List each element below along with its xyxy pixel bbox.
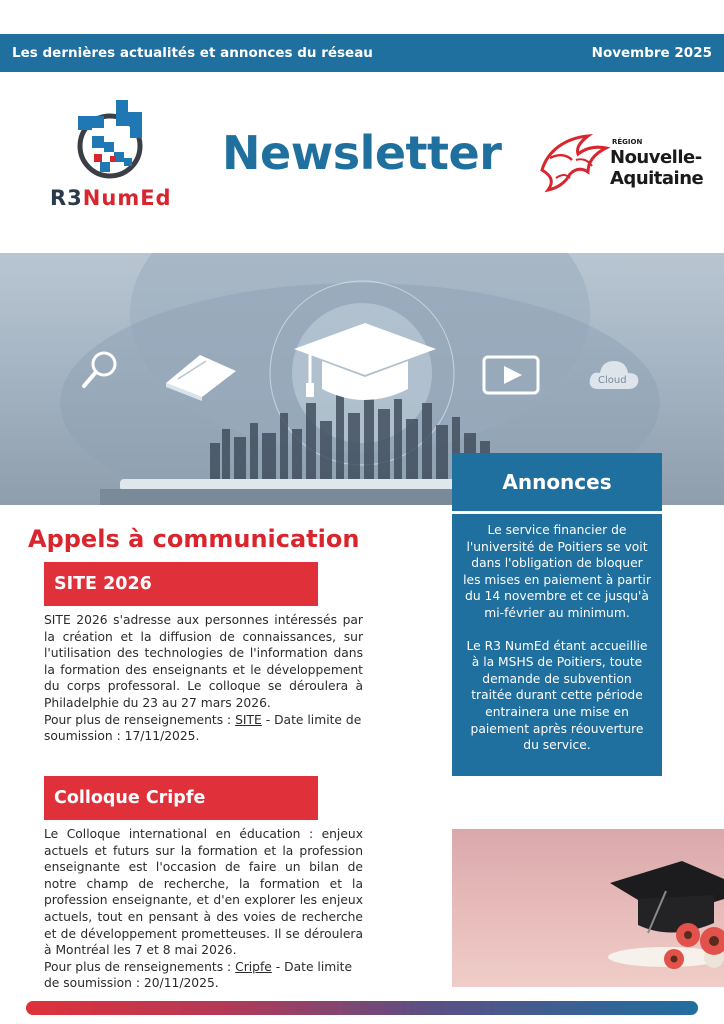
cloud-label: Cloud — [598, 375, 627, 386]
cripfe-body: Le Colloque international en éducation : enjeux actuels et futurs sur la formation et la profession enseignante est l'occasion de faire un bilan de notre champ de recherche, la formation et la profession enseignante, et d'en explorer les enjeux actuels, tout en pensant à des voies de recherche et de développement prometteuses. Il se déroulera à Montréal les 7 et 8 mai 2026. — [44, 827, 363, 958]
newsletter-title: Newsletter — [222, 126, 502, 180]
appels-title: Appels à communication — [28, 525, 360, 553]
site-link[interactable]: SITE — [235, 712, 262, 727]
cripfe-link[interactable]: Cripfe — [235, 959, 272, 974]
cloud-icon — [586, 353, 642, 393]
region-name-line1: Nouvelle- — [610, 147, 702, 168]
cripfe-more: Pour plus de renseignements : Cripfe - Date limite de soumission : 20/11/2025. — [44, 959, 353, 991]
site-2026-heading: SITE 2026 — [44, 562, 318, 606]
cripfe-text — [44, 826, 363, 992]
book-icon — [160, 349, 240, 401]
header-date: Novembre 2025 — [591, 45, 712, 61]
graduation-photo — [452, 829, 724, 987]
magnifier-icon — [78, 348, 122, 392]
region-name-line2: Aquitaine — [610, 168, 704, 189]
annonces-paragraph-2: Le R3 NumEd étant accueillie à la MSHS de Poitiers, toute demande de subvention traitée durant cette période entrainera une mise en paiement après réouverture du service. — [466, 638, 648, 753]
graduation-cap-icon — [290, 319, 440, 409]
site-2026-more: Pour plus de renseignements : SITE - Date limite de soumission : 17/11/2025. — [44, 712, 362, 744]
footer-gradient-bar — [26, 1001, 698, 1015]
cripfe-heading: Colloque Cripfe — [44, 776, 318, 820]
header-tagline: Les dernières actualités et annonces du réseau — [12, 45, 373, 61]
site-2026-body: SITE 2026 s'adresse aux personnes intéressés par la création et la diffusion de connaissances, sur l'utilisation des technologies de l'information dans la formation des enseignants et le développement du corps professoral. Le colloque se déroulera à Philadelphie du 23 au 27 mars 2026. — [44, 613, 363, 710]
r3numed-logo-text: R3NumEd — [50, 186, 172, 210]
play-icon — [482, 355, 540, 395]
site-2026-text — [44, 612, 363, 745]
region-label: RÉGION — [612, 138, 643, 146]
annonces-paragraph-1: Le service financier de l'université de Poitiers se voit dans l'obligation de bloquer les mises en paiement à partir du 14 novembre et ce jusqu'à mi-février au minimum. — [463, 523, 651, 620]
annonces-heading: Annonces — [452, 453, 662, 511]
header-bar — [0, 34, 724, 72]
annonces-box — [452, 514, 662, 776]
